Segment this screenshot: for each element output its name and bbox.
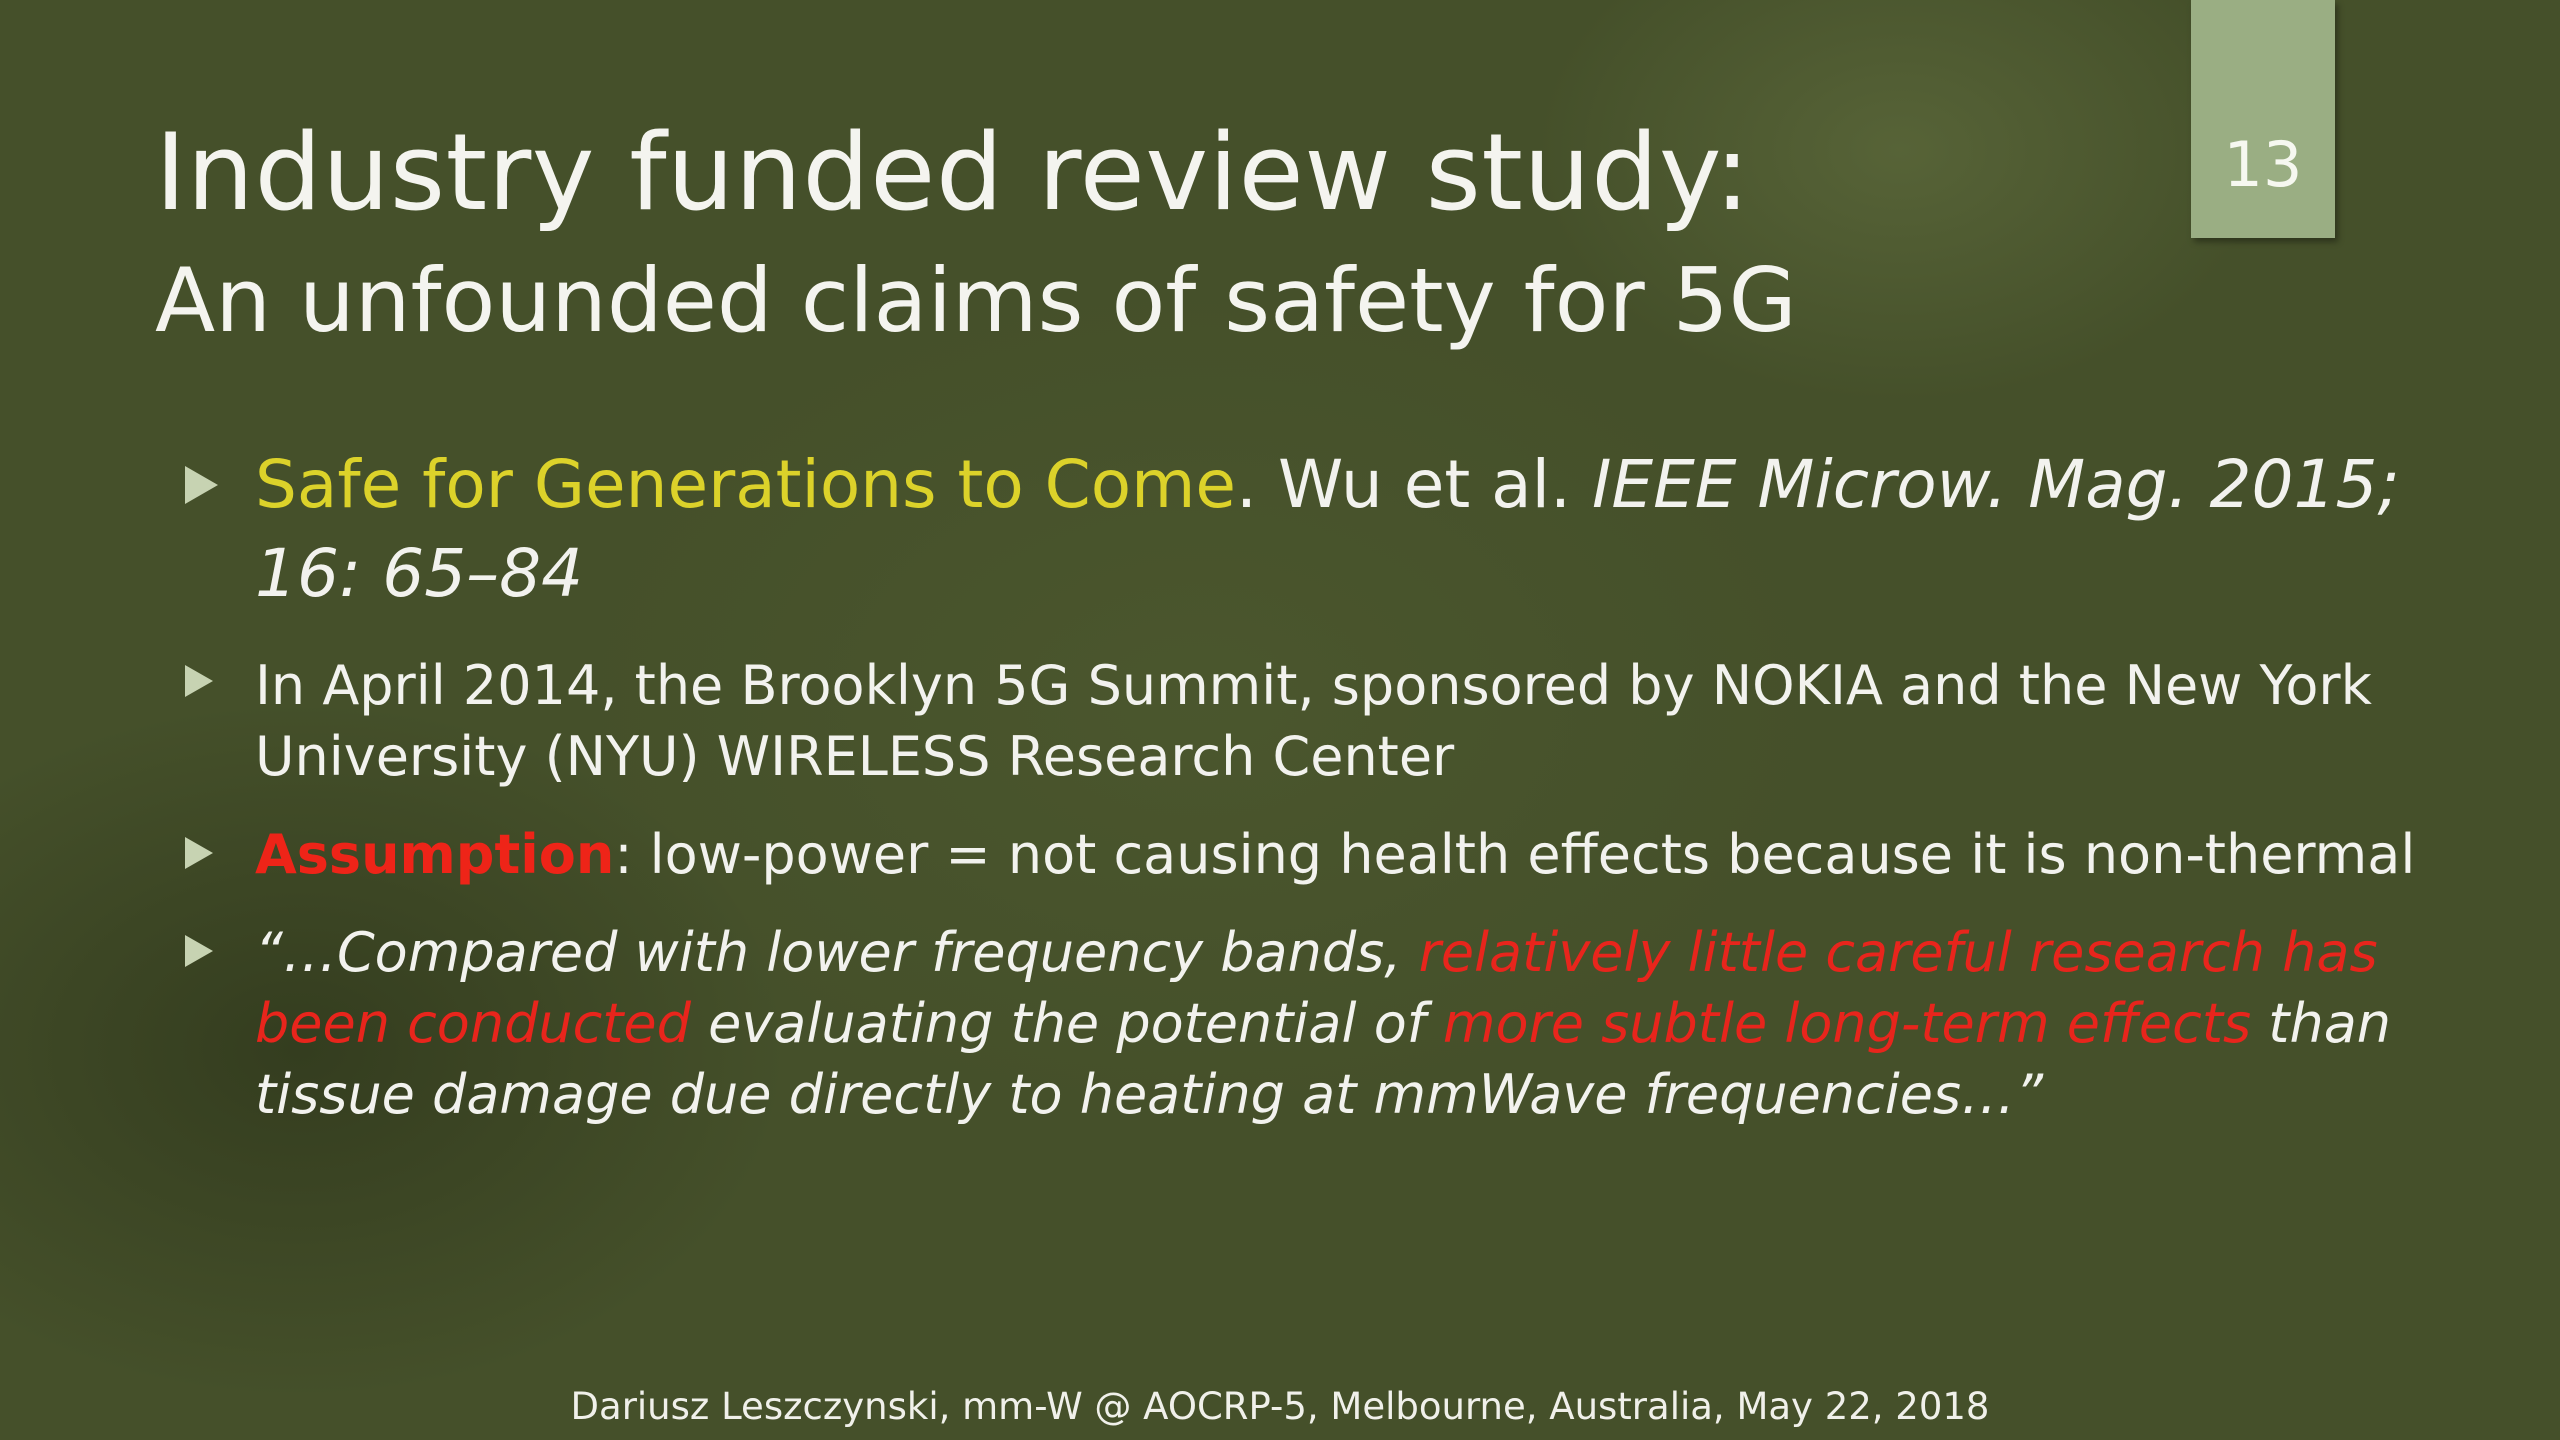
summit-text: In April 2014, the Brooklyn 5G Summit, sponsored by NOKIA and the New York University (NYU) WIRELESS Research Center xyxy=(255,654,2372,788)
bullet-assumption xyxy=(185,819,2485,890)
bullet-arrow-icon xyxy=(185,466,218,504)
bullet-citation xyxy=(185,440,2485,618)
slide-subtitle: An unfounded claims of safety for 5G xyxy=(155,249,1797,352)
slide-number: 13 xyxy=(2223,128,2303,201)
assumption-text: : low-power = not causing health effects because it is non-thermal xyxy=(614,823,2416,886)
assumption-label: Assumption xyxy=(255,823,615,886)
quote-part-3: evaluating the potential of xyxy=(690,992,1443,1055)
bullet-arrow-icon xyxy=(185,665,213,697)
slide-number-badge xyxy=(2191,0,2335,238)
quote-part-1: “…Compared with lower frequency bands, xyxy=(255,921,1419,984)
bullet-quote xyxy=(185,917,2485,1130)
bullet-arrow-icon xyxy=(185,837,213,869)
bullet-summit xyxy=(185,650,2485,792)
quote-part-5: than tissue damage due directly to heating at mmWave frequencies…” xyxy=(255,992,2392,1126)
slide-footer: Dariusz Leszczynski, mm-W @ AOCRP-5, Melbourne, Australia, May 22, 2018 xyxy=(570,1385,1990,1428)
bullet-arrow-icon xyxy=(185,935,213,967)
citation-journal: IEEE Microw. Mag. 2015; 16: 65–84 xyxy=(255,446,2400,612)
quote-highlight-research: relatively little careful research has been conducted xyxy=(255,921,2378,1055)
quote-highlight-effects: more subtle long-term effects xyxy=(1442,992,2252,1055)
bullet-list xyxy=(185,440,2485,1130)
citation-authors: . Wu et al. xyxy=(1236,446,1592,523)
slide-title: Industry funded review study: xyxy=(155,111,1751,234)
paper-title: Safe for Generations to Come xyxy=(255,446,1237,523)
